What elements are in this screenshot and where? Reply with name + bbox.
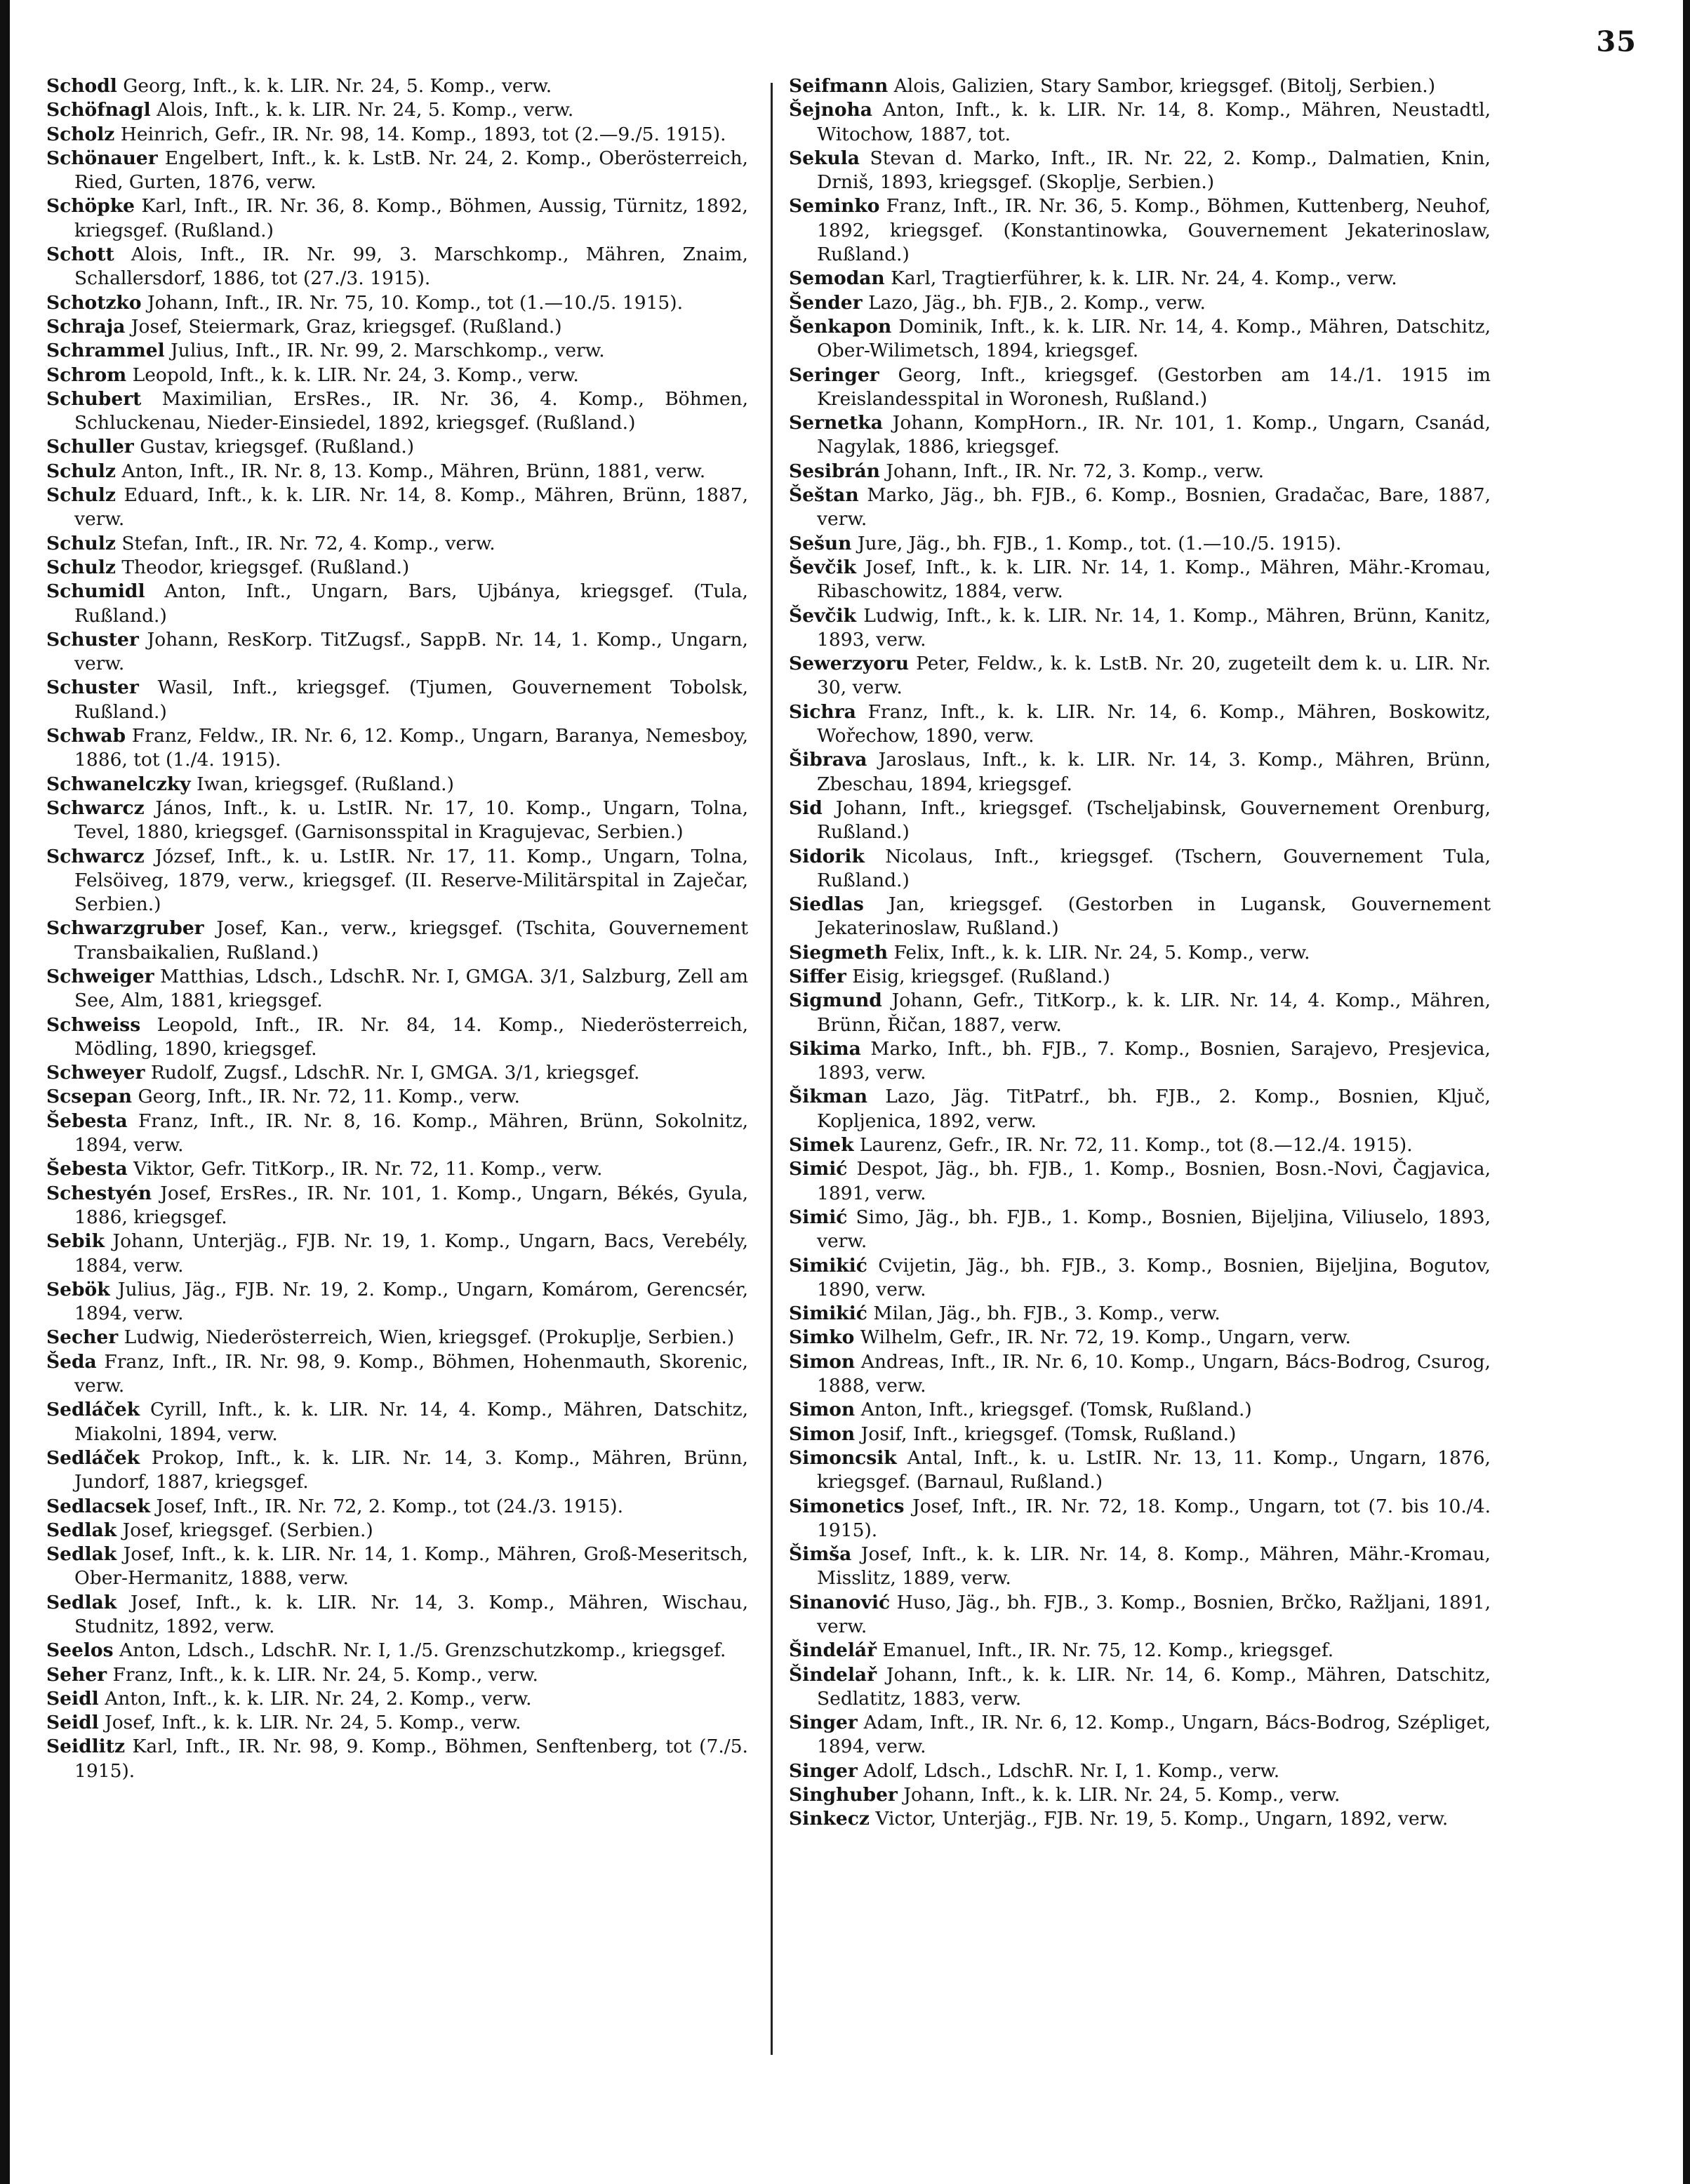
casualty-entry	[46, 1061, 748, 1085]
left-column	[46, 74, 748, 1783]
entry-details: Cvijetin, Jäg., bh. FJB., 3. Komp., Bosnien, Bijeljina, Bogutov, 1890, verw.	[817, 1254, 1491, 1300]
entry-details: Johann, Inft., IR. Nr. 72, 3. Komp., verw.	[886, 460, 1265, 482]
entry-details: Georg, Inft., k. k. LIR. Nr. 24, 5. Komp., verw.	[123, 75, 552, 97]
entry-surname: Sikima	[789, 1037, 861, 1060]
page-number: 35	[1596, 25, 1637, 58]
entry-surname: Sid	[789, 797, 823, 819]
casualty-entry	[789, 1446, 1491, 1495]
entry-details: Theodor, kriegsgef. (Rußland.)	[121, 556, 410, 578]
entry-surname: Siedlas	[789, 893, 864, 916]
casualty-entry	[46, 74, 748, 98]
entry-details: Simo, Jäg., bh. FJB., 1. Komp., Bosnien, Bijeljina, Viliuselo, 1893, verw.	[817, 1206, 1491, 1253]
entry-details: Anton, Ldsch., LdschR. Nr. I, 1./5. Grenzschutzkomp., kriegsgef.	[119, 1639, 726, 1662]
entry-details: Johann, Unterjäg., FJB. Nr. 19, 1. Komp., Ungarn, Bacs, Verebély, 1884, verw.	[74, 1230, 748, 1277]
entry-details: Gustav, kriegsgef. (Rußland.)	[140, 436, 415, 458]
entry-surname: Schulz	[46, 532, 116, 554]
entry-details: Anton, Inft., k. k. LIR. Nr. 14, 8. Komp., Mähren, Neustadtl, Witochow, 1887, tot.	[817, 99, 1491, 145]
entry-surname: Siffer	[789, 965, 846, 987]
entry-surname: Sedláček	[46, 1399, 140, 1421]
entry-details: Anton, Inft., IR. Nr. 8, 13. Komp., Mähren, Brünn, 1881, verw.	[121, 460, 706, 482]
entry-details: Josef, Inft., IR. Nr. 72, 2. Komp., tot (24./3. 1915).	[156, 1495, 624, 1517]
entry-details: Anton, Inft., k. k. LIR. Nr. 24, 2. Komp., verw.	[105, 1687, 532, 1710]
entry-surname: Schwarzgruber	[46, 917, 204, 940]
entry-surname: Sigmund	[789, 990, 882, 1012]
entry-details: Stefan, Inft., IR. Nr. 72, 4. Komp., verw.	[121, 532, 495, 554]
entry-details: Georg, Inft., kriegsgef. (Gestorben am 14./1. 1915 im Kreislandesspital in Woronesh, Rußland.)	[817, 364, 1491, 410]
entry-surname: Scholz	[46, 123, 115, 145]
entry-details: Anton, Inft., Ungarn, Bars, Ujbánya, kriegsgef. (Tula, Rußland.)	[74, 580, 748, 627]
entry-surname: Sinkecz	[789, 1808, 870, 1830]
entry-surname: Semodan	[789, 267, 885, 290]
entry-surname: Sichra	[789, 700, 856, 723]
entry-details: Nicolaus, Inft., kriegsgef. (Tschern, Gouvernement Tula, Rußland.)	[817, 845, 1491, 891]
entry-details: Andreas, Inft., IR. Nr. 6, 10. Komp., Ungarn, Bács-Bodrog, Csurog, 1888, verw.	[817, 1350, 1491, 1397]
entry-surname: Schweiger	[46, 965, 154, 987]
entry-details: Ludwig, Niederösterreich, Wien, kriegsgef. (Prokuplje, Serbien.)	[124, 1326, 735, 1349]
entry-surname: Šindelař	[789, 1663, 877, 1686]
entry-details: Franz, Inft., IR. Nr. 98, 9. Komp., Böhmen, Hohenmauth, Skorenic, verw.	[74, 1350, 748, 1397]
entry-surname: Sedlak	[46, 1519, 117, 1541]
casualty-entry	[789, 652, 1491, 700]
entry-surname: Seher	[46, 1663, 107, 1686]
casualty-entry	[789, 1037, 1491, 1086]
entry-surname: Sedlak	[46, 1543, 117, 1566]
entry-details: Eduard, Inft., k. k. LIR. Nr. 14, 8. Komp., Mähren, Brünn, 1887, verw.	[74, 484, 748, 531]
entry-details: Alois, Inft., IR. Nr. 99, 3. Marschkomp., Mähren, Znaim, Schallersdorf, 1886, tot (27./3. 1915).	[74, 244, 748, 290]
entry-surname: Šimša	[789, 1543, 852, 1566]
entry-surname: Ševčik	[789, 556, 856, 578]
casualty-entry	[46, 194, 748, 243]
casualty-entry	[46, 460, 748, 484]
entry-surname: Sedláček	[46, 1446, 140, 1469]
casualty-entry	[46, 556, 748, 580]
casualty-entry	[789, 989, 1491, 1037]
casualty-entry	[789, 893, 1491, 941]
entry-surname: Simić	[789, 1206, 848, 1228]
entry-details: Franz, Inft., k. k. LIR. Nr. 14, 6. Komp., Mähren, Boskowitz, Wořechow, 1890, verw.	[817, 700, 1491, 747]
entry-surname: Schrammel	[46, 340, 165, 362]
casualty-entry	[789, 1759, 1491, 1783]
scan-edge-right	[1683, 0, 1690, 2184]
casualty-entry	[789, 748, 1491, 797]
casualty-entry	[789, 1663, 1491, 1712]
casualty-entry	[789, 364, 1491, 412]
entry-surname: Simoncsik	[789, 1446, 897, 1469]
entry-surname: Schubert	[46, 387, 142, 410]
entry-surname: Scsepan	[46, 1086, 133, 1108]
casualty-entry	[46, 532, 748, 556]
entry-surname: Schott	[46, 244, 114, 266]
entry-details: Rudolf, Zugsf., LdschR. Nr. I, GMGA. 3/1, kriegsgef.	[150, 1062, 640, 1084]
entry-details: Marko, Jäg., bh. FJB., 6. Komp., Bosnien, Gradačac, Bare, 1887, verw.	[817, 484, 1491, 531]
column-divider	[771, 83, 773, 2055]
entry-details: Alois, Inft., k. k. LIR. Nr. 24, 5. Komp., verw.	[157, 99, 574, 121]
casualty-entry	[789, 1495, 1491, 1543]
entry-details: Antal, Inft., k. u. LstIR. Nr. 13, 11. Komp., Ungarn, 1876, kriegsgef. (Barnaul, Rußland.)	[817, 1446, 1491, 1493]
entry-details: Engelbert, Inft., k. k. LstB. Nr. 24, 2. Komp., Oberösterreich, Ried, Gurten, 1876, verw.	[74, 147, 748, 194]
entry-details: Anton, Inft., kriegsgef. (Tomsk, Rußland.)	[860, 1399, 1252, 1421]
entry-details: Laurenz, Gefr., IR. Nr. 72, 11. Komp., tot (8.—12./4. 1915).	[859, 1134, 1413, 1157]
entry-details: Johann, ResKorp. TitZugsf., SappB. Nr. 14, 1. Komp., Ungarn, verw.	[74, 628, 748, 675]
casualty-entry	[46, 1591, 748, 1639]
entry-surname: Schodl	[46, 75, 117, 97]
casualty-entry	[789, 1398, 1491, 1422]
entry-surname: Simek	[789, 1134, 854, 1157]
entry-surname: Seidlitz	[46, 1736, 126, 1758]
entry-surname: Schotzko	[46, 291, 142, 314]
entry-details: János, Inft., k. u. LstIR. Nr. 17, 10. Komp., Ungarn, Tolna, Tevel, 1880, kriegsgef. (Garnisonsspital in Kragujevac, Serbien.)	[74, 797, 748, 844]
entry-details: Franz, Feldw., IR. Nr. 6, 12. Komp., Ungarn, Baranya, Nemesboy, 1886, tot (1./4. 1915).	[74, 725, 748, 771]
entry-details: Lazo, Jäg., bh. FJB., 2. Komp., verw.	[868, 291, 1206, 314]
casualty-entry	[46, 315, 748, 339]
entry-details: Josef, Inft., k. k. LIR. Nr. 14, 8. Komp., Mähren, Mähr.-Kromau, Misslitz, 1889, verw.	[817, 1543, 1491, 1590]
casualty-entry	[46, 845, 748, 917]
entry-details: Felix, Inft., k. k. LIR. Nr. 24, 5. Komp., verw.	[893, 941, 1310, 964]
casualty-entry	[789, 845, 1491, 893]
entry-details: Despot, Jäg., bh. FJB., 1. Komp., Bosnien, Bosn.-Novi, Čagjavica, 1891, verw.	[817, 1158, 1491, 1204]
entry-details: Viktor, Gefr. TitKorp., IR. Nr. 72, 11. Komp., verw.	[133, 1158, 603, 1180]
entry-details: Prokop, Inft., k. k. LIR. Nr. 14, 3. Komp., Mähren, Brünn, Jundorf, 1887, kriegsgef.	[74, 1446, 748, 1493]
casualty-entry	[46, 676, 748, 724]
casualty-entry	[46, 1446, 748, 1495]
casualty-entry	[789, 194, 1491, 267]
casualty-entry	[789, 1326, 1491, 1350]
entry-details: Ludwig, Inft., k. k. LIR. Nr. 14, 1. Komp., Mähren, Brünn, Kanitz, 1893, verw.	[817, 604, 1491, 651]
entry-details: Adolf, Ldsch., LdschR. Nr. I, 1. Komp., verw.	[863, 1759, 1280, 1782]
casualty-entry	[789, 604, 1491, 653]
entry-details: Victor, Unterjäg., FJB. Nr. 19, 5. Komp., Ungarn, 1892, verw.	[875, 1808, 1449, 1830]
entry-details: Jure, Jäg., bh. FJB., 1. Komp., tot. (1.—10./5. 1915).	[857, 532, 1342, 554]
casualty-entry	[46, 147, 748, 195]
entry-surname: Schwarcz	[46, 797, 145, 819]
entry-details: Marko, Inft., bh. FJB., 7. Komp., Bosnien, Sarajevo, Presjevica, 1893, verw.	[817, 1037, 1491, 1084]
entry-details: Josef, Inft., k. k. LIR. Nr. 14, 1. Komp., Mähren, Mähr.-Kromau, Ribaschowitz, 1884, verw.	[817, 556, 1491, 603]
casualty-entry	[46, 1519, 748, 1543]
entry-details: Josif, Inft., kriegsgef. (Tomsk, Rußland.)	[860, 1423, 1237, 1445]
entry-details: Heinrich, Gefr., IR. Nr. 98, 14. Komp., 1893, tot (2.—9./5. 1915).	[120, 123, 726, 145]
entry-details: Karl, Inft., IR. Nr. 36, 8. Komp., Böhmen, Aussig, Türnitz, 1892, kriegsgef. (Rußland.)	[74, 195, 748, 241]
entry-surname: Siegmeth	[789, 941, 889, 964]
entry-surname: Schumidl	[46, 580, 145, 603]
casualty-entry	[46, 1110, 748, 1158]
casualty-entry	[789, 460, 1491, 484]
entry-surname: Schuster	[46, 628, 139, 651]
entry-details: Wasil, Inft., kriegsgef. (Tjumen, Gouvernement Tobolsk, Rußland.)	[74, 677, 748, 723]
casualty-entry	[46, 484, 748, 532]
entry-surname: Schuller	[46, 436, 134, 458]
entry-surname: Schuster	[46, 677, 139, 699]
entry-details: József, Inft., k. u. LstIR. Nr. 17, 11. Komp., Ungarn, Tolna, Felsöiveg, 1879, verw., kriegsgef. (II. Reserve-Militärspital in Zaječar, Serbien.)	[74, 845, 748, 916]
casualty-entry	[789, 1157, 1491, 1206]
casualty-entry	[46, 1013, 748, 1062]
casualty-entry	[46, 628, 748, 677]
entry-surname: Schulz	[46, 556, 116, 578]
entry-details: Franz, Inft., k. k. LIR. Nr. 24, 5. Komp., verw.	[112, 1663, 538, 1686]
casualty-entry	[46, 917, 748, 965]
casualty-entry	[789, 1302, 1491, 1326]
casualty-entry	[789, 556, 1491, 604]
entry-details: Johann, Inft., k. k. LIR. Nr. 14, 6. Komp., Mähren, Datschitz, Sedlatitz, 1883, verw.	[817, 1663, 1491, 1710]
entry-surname: Simikić	[789, 1303, 867, 1325]
entry-surname: Šender	[789, 291, 863, 314]
entry-surname: Šejnoha	[789, 99, 872, 121]
entry-surname: Sebik	[46, 1230, 105, 1253]
casualty-entry	[46, 773, 748, 797]
entry-surname: Schweyer	[46, 1062, 145, 1084]
entry-surname: Schraja	[46, 315, 126, 338]
casualty-entry	[46, 1085, 748, 1109]
casualty-entry	[46, 1350, 748, 1399]
casualty-entry	[789, 267, 1491, 291]
entry-surname: Singhuber	[789, 1784, 898, 1806]
casualty-entry	[46, 1495, 748, 1519]
casualty-entry	[789, 1639, 1491, 1663]
casualty-entry	[789, 1783, 1491, 1807]
entry-surname: Seminko	[789, 195, 880, 218]
entry-surname: Ševčik	[789, 604, 856, 627]
entry-surname: Sebök	[46, 1278, 110, 1300]
entry-surname: Simić	[789, 1158, 848, 1180]
entry-surname: Šebesta	[46, 1110, 128, 1132]
entry-surname: Seringer	[789, 364, 879, 386]
entry-surname: Sekula	[789, 147, 860, 169]
entry-surname: Šibrava	[789, 749, 867, 771]
casualty-entry	[789, 1543, 1491, 1591]
entry-details: Julius, Jäg., FJB. Nr. 19, 2. Komp., Ungarn, Komárom, Gerencsér, 1894, verw.	[74, 1278, 748, 1325]
entry-details: Franz, Inft., IR. Nr. 8, 16. Komp., Mähren, Brünn, Sokolnitz, 1894, verw.	[74, 1110, 748, 1157]
entry-details: Jaroslaus, Inft., k. k. LIR. Nr. 14, 3. Komp., Mähren, Brünn, Zbeschau, 1894, kriegsgef.	[817, 749, 1491, 795]
entry-details: Josef, Inft., k. k. LIR. Nr. 14, 3. Komp., Mähren, Wischau, Studnitz, 1892, verw.	[74, 1591, 748, 1637]
entry-surname: Schwab	[46, 725, 126, 747]
casualty-entry	[789, 1206, 1491, 1254]
casualty-entry	[46, 339, 748, 363]
casualty-entry	[46, 98, 748, 122]
entry-details: Johann, Gefr., TitKorp., k. k. LIR. Nr. 14, 4. Komp., Mähren, Brünn, Řičan, 1887, verw.	[817, 990, 1491, 1036]
casualty-entry	[789, 797, 1491, 845]
entry-details: Josef, Inft., k. k. LIR. Nr. 14, 1. Komp., Mähren, Groß-Meseritsch, Ober-Hermanitz, 1888, verw.	[74, 1543, 748, 1590]
casualty-entry	[789, 315, 1491, 364]
scan-edge-left	[0, 0, 10, 2184]
entry-details: Karl, Tragtierführer, k. k. LIR. Nr. 24, 4. Komp., verw.	[891, 267, 1397, 290]
entry-details: Karl, Inft., IR. Nr. 98, 9. Komp., Böhmen, Senftenberg, tot (7./5. 1915).	[74, 1736, 748, 1782]
entry-surname: Sinanović	[789, 1591, 891, 1613]
entry-surname: Seifmann	[789, 75, 889, 97]
entry-surname: Simon	[789, 1350, 856, 1373]
entry-details: Leopold, Inft., k. k. LIR. Nr. 24, 3. Komp., verw.	[132, 364, 579, 386]
casualty-entry	[46, 291, 748, 315]
entry-details: Emanuel, Inft., IR. Nr. 75, 12. Komp., kriegsgef.	[882, 1639, 1334, 1662]
entry-surname: Schulz	[46, 484, 116, 507]
entry-surname: Schulz	[46, 460, 116, 482]
casualty-entry	[789, 1807, 1491, 1831]
entry-surname: Sewerzyoru	[789, 653, 909, 675]
entry-surname: Schöpke	[46, 195, 135, 218]
entry-surname: Simko	[789, 1326, 855, 1349]
entry-surname: Sešun	[789, 532, 852, 554]
entry-surname: Schestyén	[46, 1182, 152, 1204]
entry-details: Johann, Inft., k. k. LIR. Nr. 24, 5. Komp., verw.	[903, 1784, 1340, 1806]
casualty-entry	[789, 1423, 1491, 1446]
casualty-entry	[46, 965, 748, 1013]
entry-surname: Simonetics	[789, 1495, 905, 1517]
entry-surname: Schrom	[46, 364, 127, 386]
entry-surname: Seidl	[46, 1687, 99, 1710]
entry-details: Franz, Inft., IR. Nr. 36, 5. Komp., Böhmen, Kuttenberg, Neuhof, 1892, kriegsgef. (Konstantinowka, Gouvernement Jekaterinoslaw, Rußland.)	[817, 195, 1491, 266]
casualty-entry	[46, 724, 748, 773]
entry-surname: Seelos	[46, 1639, 114, 1662]
entry-details: Josef, ErsRes., IR. Nr. 101, 1. Komp., Ungarn, Békés, Gyula, 1886, kriegsgef.	[74, 1182, 748, 1228]
casualty-entry	[46, 1735, 748, 1783]
entry-surname: Šenkapon	[789, 315, 892, 338]
casualty-entry	[789, 532, 1491, 556]
casualty-entry	[46, 1182, 748, 1230]
entry-details: Peter, Feldw., k. k. LstB. Nr. 20, zugeteilt dem k. u. LIR. Nr. 30, verw.	[817, 653, 1491, 699]
casualty-entry	[789, 1085, 1491, 1133]
entry-details: Lazo, Jäg. TitPatrf., bh. FJB., 2. Komp., Bosnien, Ključ, Kopljenica, 1892, verw.	[817, 1086, 1491, 1132]
entry-surname: Schwarcz	[46, 845, 145, 867]
entry-details: Adam, Inft., IR. Nr. 6, 12. Komp., Ungarn, Bács-Bodrog, Szépliget, 1894, verw.	[817, 1712, 1491, 1758]
casualty-entry	[46, 364, 748, 387]
casualty-entry	[46, 123, 748, 147]
entry-details: Iwan, kriegsgef. (Rußland.)	[197, 773, 454, 795]
entry-details: Josef, Inft., k. k. LIR. Nr. 24, 5. Komp., verw.	[105, 1712, 521, 1734]
casualty-entry	[46, 1278, 748, 1326]
casualty-entry	[789, 291, 1491, 315]
entry-surname: Seidl	[46, 1712, 99, 1734]
casualty-entry	[46, 1230, 748, 1278]
entry-details: Julius, Inft., IR. Nr. 99, 2. Marschkomp., verw.	[171, 340, 605, 362]
casualty-entry	[46, 243, 748, 291]
entry-surname: Sedlak	[46, 1591, 117, 1613]
casualty-entry	[46, 1711, 748, 1735]
entry-details: Eisig, kriegsgef. (Rußland.)	[852, 965, 1110, 987]
casualty-entry	[46, 435, 748, 459]
entry-surname: Šeštan	[789, 484, 859, 507]
entry-surname: Schöfnagl	[46, 99, 151, 121]
entry-surname: Simon	[789, 1399, 856, 1421]
entry-details: Josef, Kan., verw., kriegsgef. (Tschita, Gouvernement Transbaikalien, Rußland.)	[74, 917, 748, 964]
entry-surname: Šeda	[46, 1350, 97, 1373]
casualty-entry	[46, 1398, 748, 1446]
casualty-entry	[46, 580, 748, 628]
casualty-entry	[46, 1639, 748, 1663]
entry-surname: Schönauer	[46, 147, 158, 169]
entry-details: Cyrill, Inft., k. k. LIR. Nr. 14, 4. Komp., Mähren, Datschitz, Miakolni, 1894, verw.	[74, 1399, 748, 1445]
entry-details: Wilhelm, Gefr., IR. Nr. 72, 19. Komp., Ungarn, verw.	[860, 1326, 1351, 1349]
entry-details: Dominik, Inft., k. k. LIR. Nr. 14, 4. Komp., Mähren, Datschitz, Ober-Wilimetsch, 1894, kriegsgef.	[817, 315, 1491, 362]
casualty-entry	[789, 98, 1491, 147]
casualty-entry	[789, 1591, 1491, 1639]
entry-surname: Singer	[789, 1759, 858, 1782]
entry-surname: Schwanelczky	[46, 773, 191, 795]
casualty-entry	[46, 1687, 748, 1711]
entry-details: Johann, Inft., kriegsgef. (Tscheljabinsk, Gouvernement Orenburg, Rußland.)	[817, 797, 1491, 844]
casualty-entry	[789, 1254, 1491, 1303]
entry-surname: Sedlacsek	[46, 1495, 151, 1517]
entry-details: Josef, kriegsgef. (Serbien.)	[122, 1519, 373, 1541]
entry-details: Milan, Jäg., bh. FJB., 3. Komp., verw.	[873, 1303, 1220, 1325]
casualty-entry	[789, 700, 1491, 749]
casualty-entry	[789, 941, 1491, 965]
casualty-entry	[789, 1133, 1491, 1157]
entry-surname: Šindelář	[789, 1639, 877, 1662]
entry-surname: Simikić	[789, 1254, 867, 1277]
casualty-entry	[789, 484, 1491, 532]
casualty-entry	[789, 965, 1491, 989]
right-column	[789, 74, 1491, 1832]
entry-surname: Secher	[46, 1326, 119, 1349]
casualty-entry	[789, 147, 1491, 195]
entry-details: Jan, kriegsgef. (Gestorben in Lugansk, Gouvernement Jekaterinoslaw, Rußland.)	[817, 893, 1491, 940]
entry-surname: Simon	[789, 1423, 856, 1445]
entry-details: Maximilian, ErsRes., IR. Nr. 36, 4. Komp., Böhmen, Schluckenau, Nieder-Einsiedel, 1892, kriegsgef. (Rußland.)	[74, 387, 748, 434]
entry-details: Alois, Galizien, Stary Sambor, kriegsgef. (Bitolj, Serbien.)	[893, 75, 1436, 97]
casualty-entry	[46, 387, 748, 436]
entry-details: Johann, KompHorn., IR. Nr. 101, 1. Komp., Ungarn, Csanád, Nagylak, 1886, kriegsgef.	[817, 412, 1491, 458]
entry-surname: Singer	[789, 1712, 858, 1734]
entry-details: Leopold, Inft., IR. Nr. 84, 14. Komp., Niederösterreich, Mödling, 1890, kriegsgef.	[74, 1013, 748, 1060]
casualty-entry	[789, 1350, 1491, 1399]
entry-details: Josef, Inft., IR. Nr. 72, 18. Komp., Ungarn, tot (7. bis 10./4. 1915).	[817, 1495, 1491, 1541]
entry-surname: Sidorik	[789, 845, 865, 867]
casualty-entry	[789, 74, 1491, 98]
entry-details: Georg, Inft., IR. Nr. 72, 11. Komp., verw.	[138, 1086, 520, 1108]
casualty-entry	[46, 1543, 748, 1591]
entry-details: Huso, Jäg., bh. FJB., 3. Komp., Bosnien, Brčko, Ražljani, 1891, verw.	[817, 1591, 1491, 1637]
casualty-entry	[46, 1157, 748, 1181]
entry-details: Josef, Steiermark, Graz, kriegsgef. (Rußland.)	[131, 315, 562, 338]
casualty-entry	[789, 1711, 1491, 1759]
casualty-entry	[789, 411, 1491, 460]
casualty-entry	[46, 1326, 748, 1350]
entry-surname: Sernetka	[789, 412, 883, 434]
entry-surname: Šikman	[789, 1086, 868, 1108]
entry-surname: Schweiss	[46, 1013, 141, 1036]
entry-surname: Šebesta	[46, 1158, 128, 1180]
casualty-entry	[46, 1663, 748, 1687]
entry-details: Matthias, Ldsch., LdschR. Nr. I, GMGA. 3/1, Salzburg, Zell am See, Alm, 1881, kriegsgef.	[74, 965, 748, 1012]
entry-details: Stevan d. Marko, Inft., IR. Nr. 22, 2. Komp., Dalmatien, Knin, Drniš, 1893, kriegsgef. (Skoplje, Serbien.)	[817, 147, 1491, 194]
entry-details: Johann, Inft., IR. Nr. 75, 10. Komp., tot (1.—10./5. 1915).	[147, 291, 684, 314]
entry-surname: Sesibrán	[789, 460, 880, 482]
casualty-entry	[46, 797, 748, 845]
